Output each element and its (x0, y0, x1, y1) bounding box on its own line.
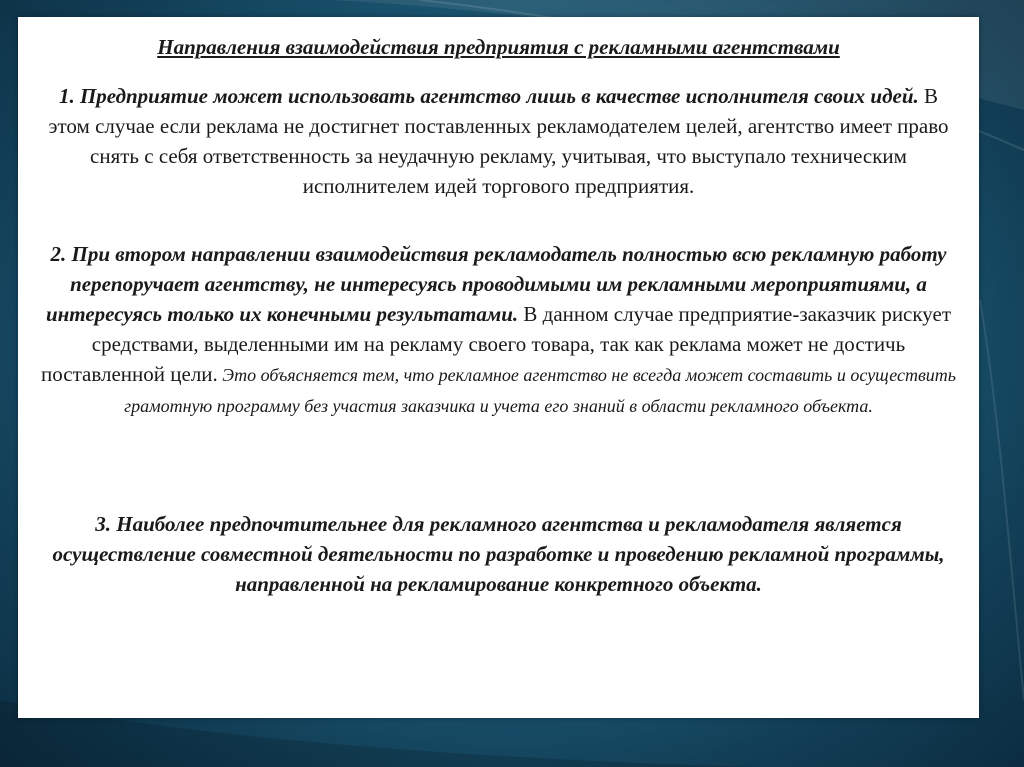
paragraph-3-lead: 3. Наиболее предпочтительнее для рекламного агентства и рекламодателя является осуществление совместной деятельности по разработке и проведению рекламной программы, направленной на рекламирование конкретного объекта. (52, 512, 945, 596)
paragraph-2-note: Это объясняется тем, что рекламное агентство не всегда может составить и осуществить грамотную программу без участия заказчика и учета его знаний в области рекламного объекта. (124, 365, 956, 416)
paragraph-1-lead: 1. Предприятие может использовать агентство лишь в качестве исполнителя своих идей. (58, 84, 919, 108)
paragraph-3 (38, 509, 959, 599)
paragraph-1-body: В этом случае если реклама не достигнет поставленных рекламодателем целей, агентство имеет право снять с себя ответственность за неудачную рекламу, учитывая, что выступало техническим исполнителем идей торгового предприятия. (48, 84, 949, 198)
paragraph-2-lead: 2. При втором направлении взаимодействия рекламодатель полностью всю рекламную работу перепоручает агентству, не интересуясь проводимыми им рекламными мероприятиями, а интересуясь только их конечными результатами. (45, 242, 947, 326)
paragraph-2-body: В данном случае предприятие-заказчик рискует средствами, выделенными им на рекламу своего товара, так как реклама может не достичь поставленной цели. (41, 302, 952, 386)
slide-title: Направления взаимодействия предприятия с рекламными агентствами (157, 35, 840, 59)
paragraph-1 (38, 81, 959, 201)
content-card (18, 17, 979, 718)
paragraph-2 (38, 239, 959, 421)
